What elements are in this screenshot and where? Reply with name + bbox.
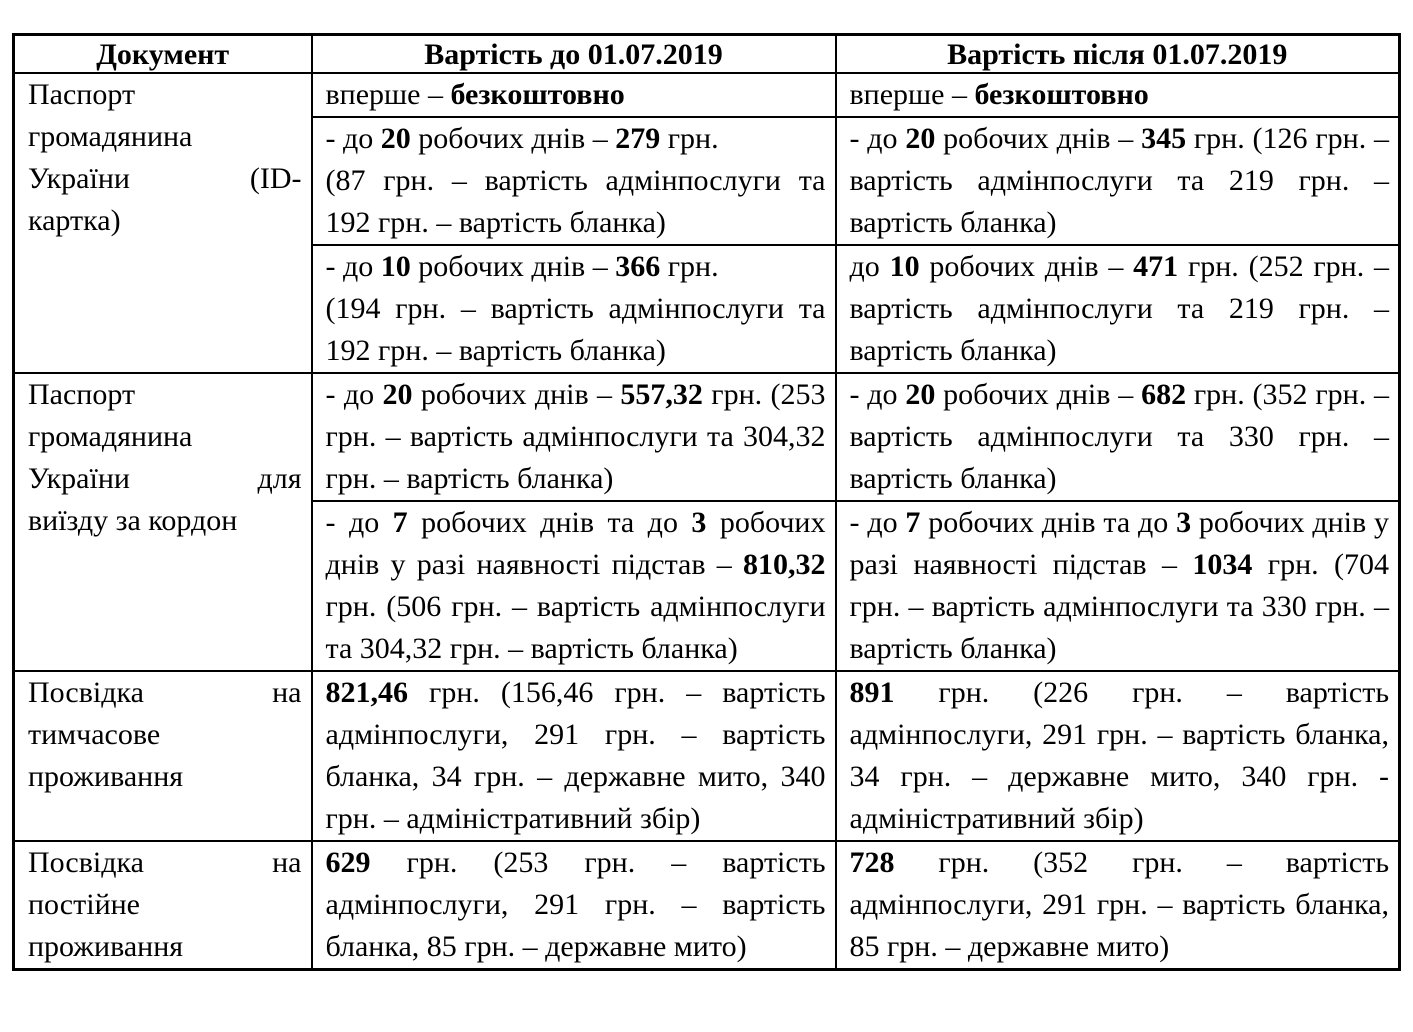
document-name-cell xyxy=(14,671,312,841)
document-name-text: картка) xyxy=(28,204,121,237)
column-header-cost-after: Вартість після 01.07.2019 xyxy=(836,35,1400,74)
column-header-cost-before: Вартість до 01.07.2019 xyxy=(312,35,836,74)
document-name-text: проживання xyxy=(28,760,184,793)
price-cell xyxy=(312,245,836,373)
pricing-table xyxy=(12,33,1401,971)
price-cell xyxy=(836,73,1400,117)
document-name-text: на xyxy=(272,676,302,709)
document-name-text: України xyxy=(28,462,130,495)
price-text: - до 20 робочих днів – 682 грн. (352 грн. – вартість адмінпослуги та 330 грн. – вартість бланка) xyxy=(849,378,1389,495)
price-cell xyxy=(312,501,836,671)
document-name-text: Паспорт xyxy=(28,378,136,411)
document-name-cell xyxy=(14,841,312,970)
price-cell xyxy=(312,671,836,841)
document-name-text: проживання xyxy=(28,930,184,963)
price-text: 821,46 грн. (156,46 грн. – вартість адмінпослуги, 291 грн. – вартість бланка, 34 грн. – державне мито, 340 грн. – адміністративний збір) xyxy=(325,676,826,835)
price-text: вперше – безкоштовно xyxy=(849,78,1149,111)
price-text: 891 грн. (226 грн. – вартість адмінпослуги, 291 грн. – вартість бланка, 34 грн. – державне мито, 340 грн. - адміністративний збір) xyxy=(849,676,1389,835)
document-name-text: (ID- xyxy=(249,162,302,195)
document-name-text: громадянина xyxy=(28,120,193,153)
document-name-cell xyxy=(14,373,312,671)
price-cell xyxy=(312,73,836,117)
price-text: - до 20 робочих днів – 345 грн. (126 грн. – вартість адмінпослуги та 219 грн. – вартість бланка) xyxy=(849,122,1389,239)
price-text: до 10 робочих днів – 471 грн. (252 грн. – вартість адмінпослуги та 219 грн. – вартість бланка) xyxy=(849,250,1390,367)
document-name-text: на xyxy=(272,846,302,879)
price-text: - до 7 робочих днів та до 3 робочих днів у разі наявності підстав – 1034 грн. (704 грн. – вартість адмінпослуги та 330 грн. – вартість бланка) xyxy=(849,506,1389,665)
document-name-text: Посвідка xyxy=(28,676,144,709)
document-name-text: громадянина xyxy=(28,420,193,453)
price-cell xyxy=(836,671,1400,841)
document-name-text: постійне xyxy=(28,888,140,921)
price-cell xyxy=(836,373,1400,501)
price-text: 629 грн. (253 грн. – вартість адмінпослуги, 291 грн. – вартість бланка, 85 грн. – державне мито) xyxy=(325,846,826,963)
document-name-text: України xyxy=(28,162,130,195)
table-row xyxy=(14,841,1400,970)
price-cell xyxy=(312,373,836,501)
price-text: - до 10 робочих днів – 366 грн. xyxy=(325,250,719,283)
price-text: (87 грн. – вартість адмінпослуги та 192 грн. – вартість бланка) xyxy=(325,164,826,239)
header-row xyxy=(14,35,1400,74)
price-cell xyxy=(836,841,1400,970)
price-text: вперше – безкоштовно xyxy=(325,78,625,111)
pricing-table-body xyxy=(14,73,1400,970)
price-text: - до 20 робочих днів – 557,32 грн. (253 грн. – вартість адмінпослуги та 304,32 грн. – вартість бланка) xyxy=(325,378,826,495)
table-row xyxy=(14,671,1400,841)
document-name-text: тимчасове xyxy=(28,718,161,751)
table-row xyxy=(14,373,1400,501)
price-text: - до 7 робочих днів та до 3 робочих днів у разі наявності підстав – 810,32 грн. (506 грн. – вартість адмінпослуги та 304,32 грн. – вартість бланка) xyxy=(325,506,826,665)
document-name-text: виїзду за кордон xyxy=(28,504,238,537)
price-cell xyxy=(836,245,1400,373)
table-row xyxy=(14,73,1400,117)
price-cell xyxy=(836,117,1400,245)
price-cell xyxy=(312,841,836,970)
document-pricing-table-wrapper xyxy=(12,33,1401,971)
price-text: (194 грн. – вартість адмінпослуги та 192 грн. – вартість бланка) xyxy=(325,292,826,367)
document-name-text: для xyxy=(257,462,302,495)
column-header-document: Документ xyxy=(14,35,312,74)
price-cell xyxy=(312,117,836,245)
pricing-table-header xyxy=(14,35,1400,74)
price-text: - до 20 робочих днів – 279 грн. xyxy=(325,122,719,155)
price-text: 728 грн. (352 грн. – вартість адмінпослуги, 291 грн. – вартість бланка, 85 грн. – державне мито) xyxy=(849,846,1389,963)
document-name-text: Паспорт xyxy=(28,78,136,111)
document-name-text: Посвідка xyxy=(28,846,144,879)
document-name-cell xyxy=(14,73,312,373)
price-cell xyxy=(836,501,1400,671)
